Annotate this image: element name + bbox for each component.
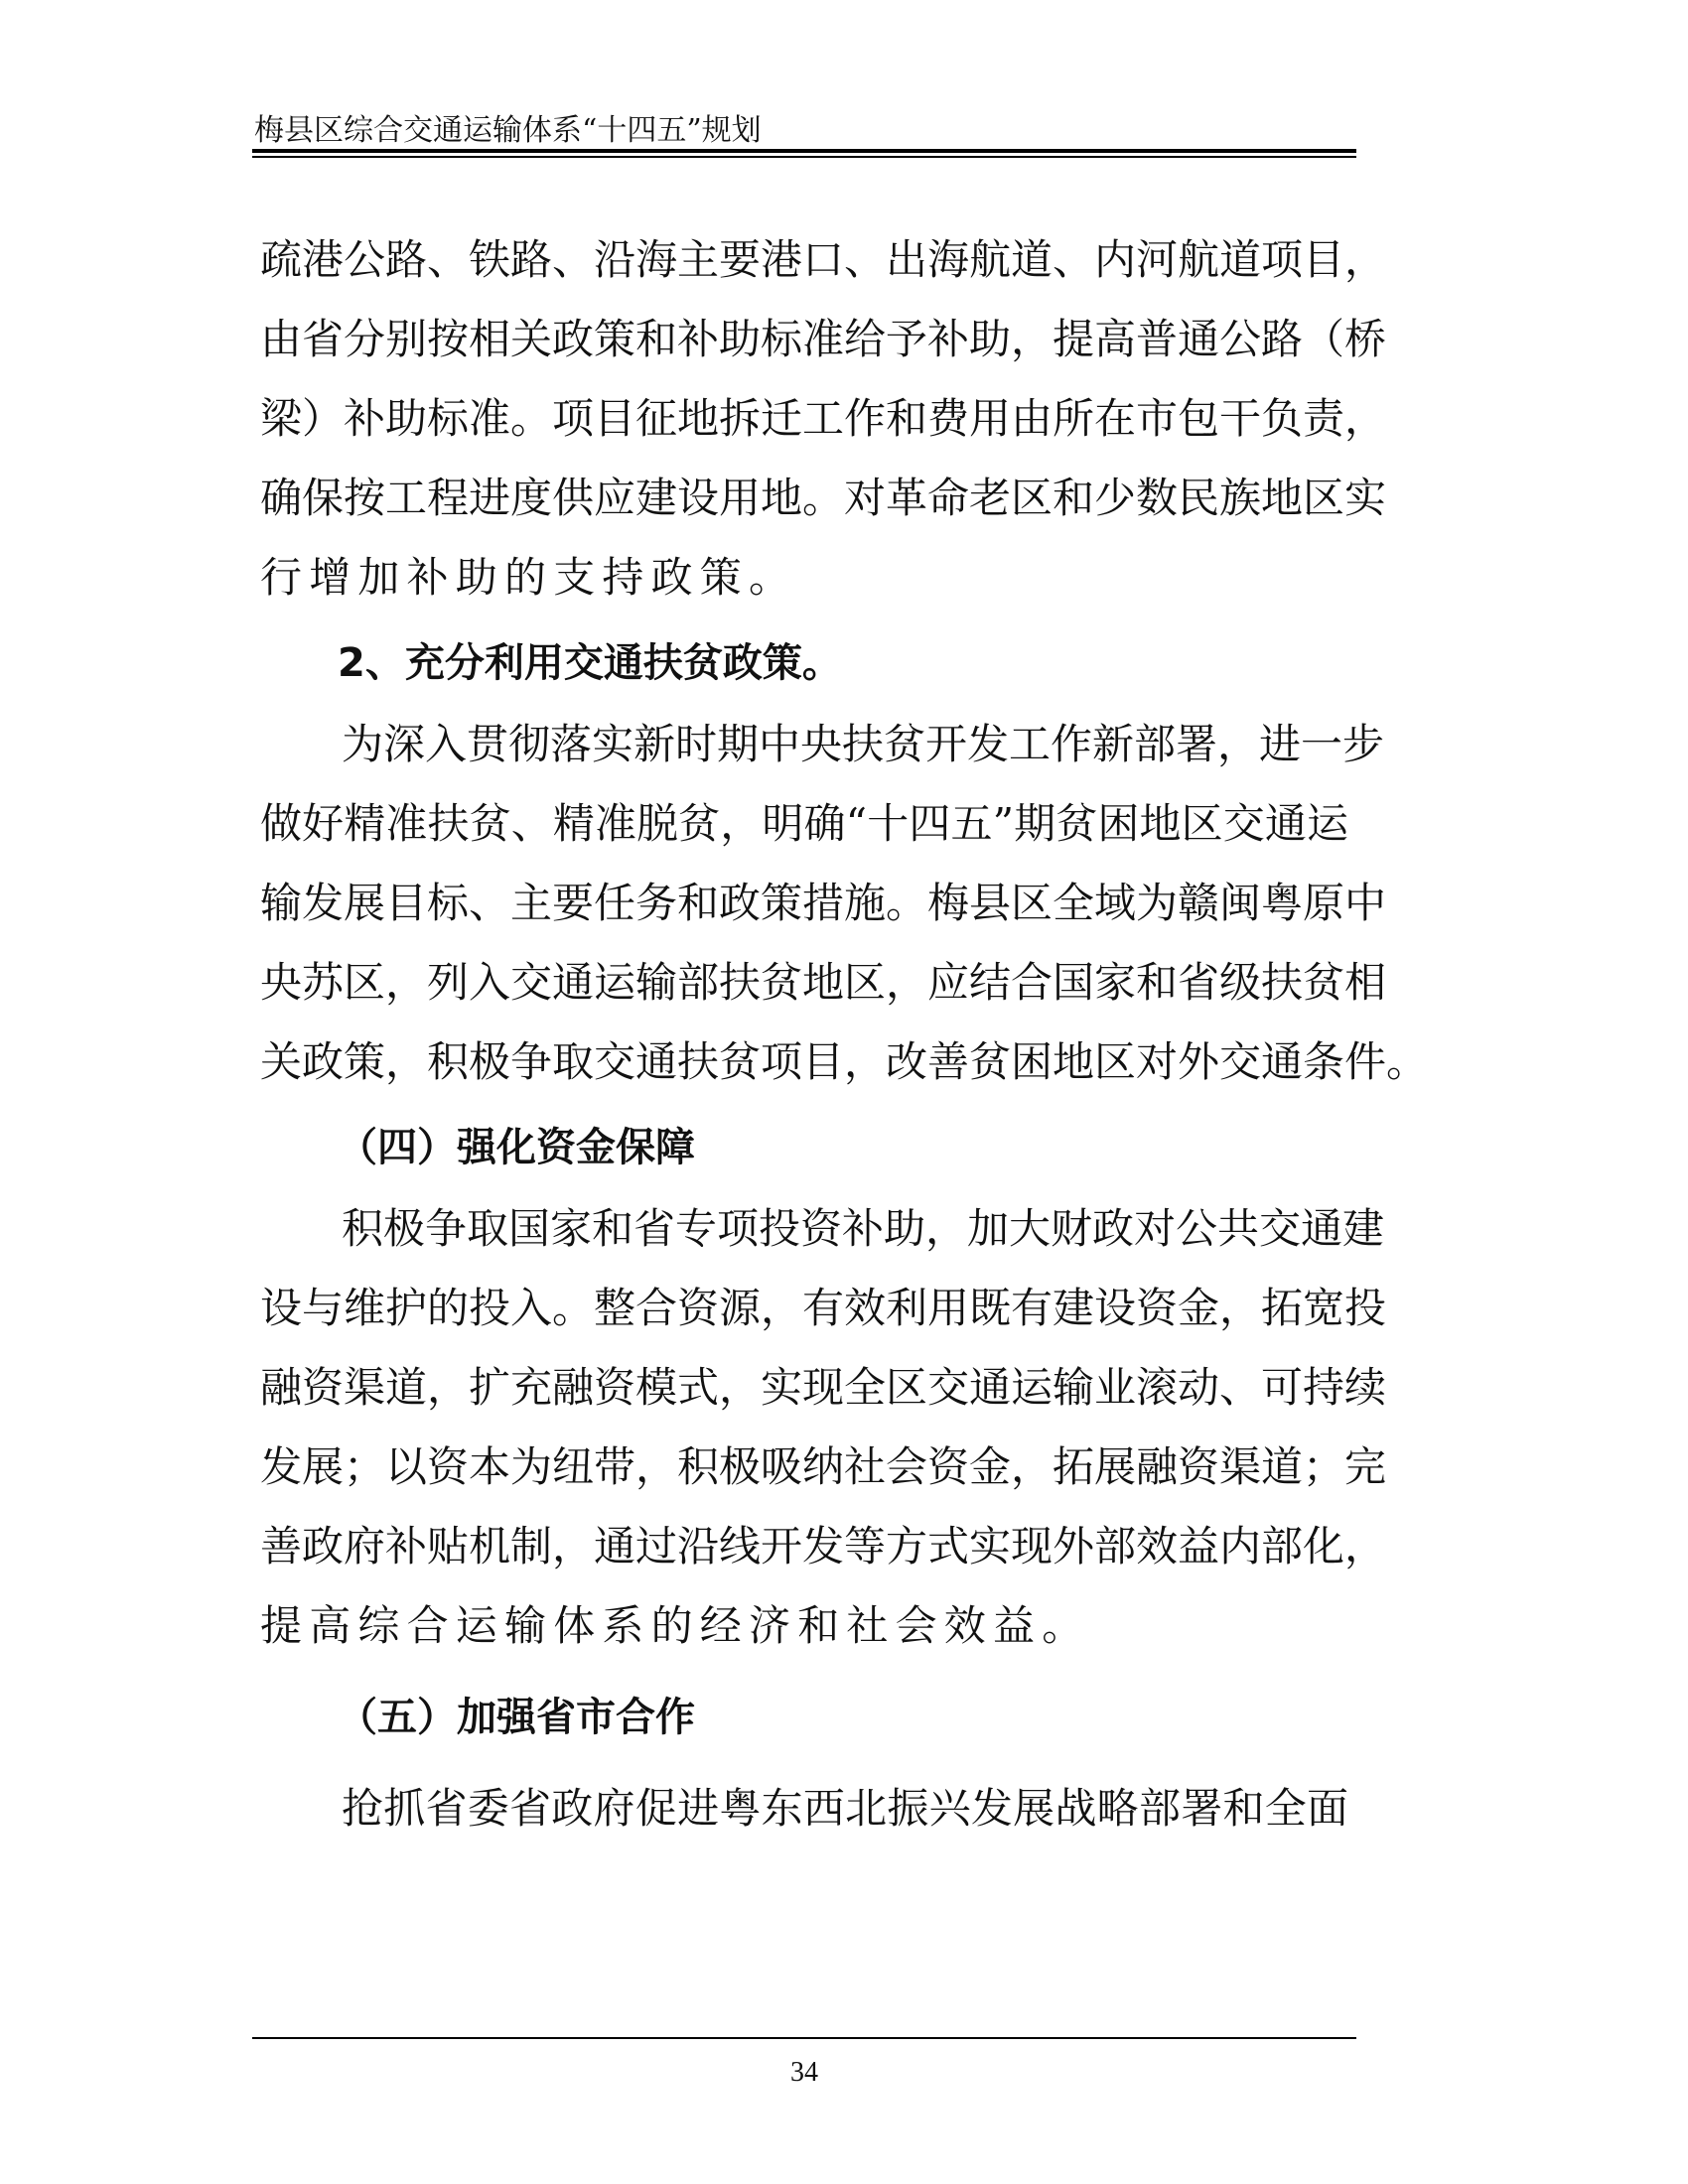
- header-rule-thick: [252, 149, 1356, 153]
- text-line: 疏港公路、铁路、沿海主要港口、出海航道、内河航道项目，: [260, 235, 1387, 284]
- section-heading-5: （五）加强省市合作: [338, 1695, 695, 1740]
- text-line: 行增加补助的支持政策。: [260, 553, 798, 602]
- text-line: 关政策，积极争取交通扶贫项目，改善贫困地区对外交通条件。: [260, 1037, 1429, 1086]
- text-line: 提高综合运输体系的经济和社会效益。: [260, 1601, 1091, 1650]
- paragraph-province-city-cooperation: [260, 1769, 1348, 1848]
- text-line: 积极争取国家和省专项投资补助，加大财政对公共交通建: [342, 1204, 1385, 1253]
- paragraph-poverty-alleviation: [260, 705, 1429, 1102]
- section-heading-4: （四）强化资金保障: [338, 1125, 695, 1170]
- document-title: 梅县区综合交通运输体系“十四五”规划: [254, 113, 762, 148]
- text-line: 发展；以资本为纽带，积极吸纳社会资金，拓展融资渠道；完: [260, 1442, 1387, 1491]
- text-line: 融资渠道，扩充融资模式，实现全区交通运输业滚动、可持续: [260, 1363, 1387, 1412]
- header-rule-thin: [252, 156, 1356, 158]
- text-line: 输发展目标、主要任务和政策措施。梅县区全域为赣闽粤原中: [260, 879, 1387, 927]
- text-line: 由省分别按相关政策和补助标准给予补助，提高普通公路（桥: [260, 315, 1387, 363]
- spacer: [260, 1759, 1348, 1769]
- paragraph-subsidy-policy: [260, 220, 1387, 617]
- text-line: 设与维护的投入。整合资源，有效利用既有建设资金，拓宽投: [260, 1284, 1387, 1332]
- text-line: 为深入贯彻落实新时期中央扶贫开发工作新部署，进一步: [342, 720, 1385, 768]
- page-body: [260, 220, 1429, 1848]
- paragraph-funding: [260, 1189, 1387, 1666]
- text-line: 梁）补助标准。项目征地拆迁工作和费用由所在市包干负责，: [260, 394, 1387, 443]
- text-line: 善政府补贴机制，通过沿线开发等方式实现外部效益内部化，: [260, 1522, 1387, 1570]
- footer-rule: [252, 2037, 1356, 2039]
- section-heading-2: 2、充分利用交通扶贫政策。: [338, 640, 842, 686]
- page-number: 34: [790, 2057, 818, 2088]
- text-line: 做好精准扶贫、精准脱贫，明确“十四五”期贫困地区交通运: [260, 799, 1348, 848]
- spacer: [260, 1666, 1348, 1676]
- text-line: 央苏区，列入交通运输部扶贫地区，应结合国家和省级扶贫相: [260, 958, 1387, 1007]
- text-line: 确保按工程进度供应建设用地。对革命老区和少数民族地区实: [260, 474, 1387, 522]
- text-line: 抢抓省委省政府促进粤东西北振兴发展战略部署和全面: [342, 1784, 1348, 1833]
